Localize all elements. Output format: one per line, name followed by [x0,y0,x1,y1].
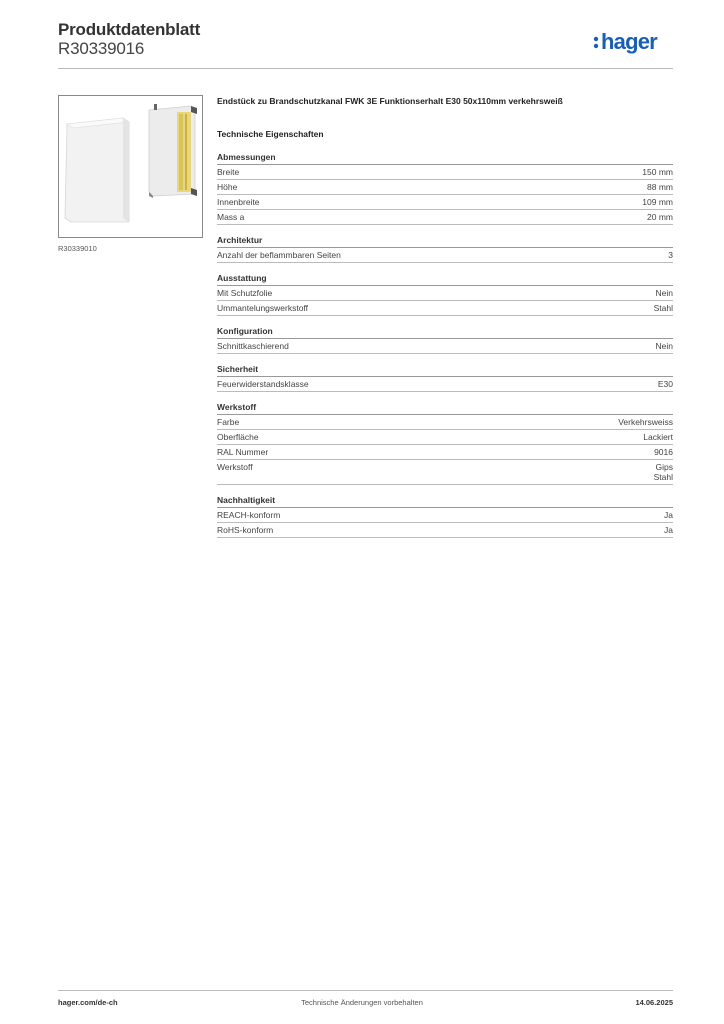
footer-website-link[interactable]: hager.com/de-ch [58,998,118,1007]
spec-label: Anzahl der beflammbaren Seiten [217,250,341,260]
spec-value [654,462,673,482]
spec-row [217,180,673,195]
spec-sections [217,152,673,538]
section-title: Abmessungen [217,152,673,165]
spec-row [217,339,673,354]
spec-value-line: Ja [664,510,673,520]
spec-value-line: 88 mm [647,182,673,192]
spec-label: Mit Schutzfolie [217,288,273,298]
spec-row [217,460,673,485]
section-title: Sicherheit [217,364,673,377]
spec-content [217,96,673,548]
spec-section [217,495,673,538]
footer-disclaimer: Technische Änderungen vorbehalten [301,998,423,1007]
spec-value-line: E30 [657,379,673,389]
spec-label: Höhe [217,182,238,192]
spec-value [654,447,673,457]
spec-value [654,303,673,313]
spec-value-line: 20 mm [647,212,673,222]
spec-section [217,235,673,263]
spec-value [647,212,673,222]
spec-value [656,341,673,351]
spec-value-line: 9016 [654,447,673,457]
spec-value-line: Verkehrsweiss [618,417,673,427]
spec-section [217,152,673,225]
spec-value-line: 3 [668,250,673,260]
spec-row [217,165,673,180]
spec-value-line: Nein [655,341,673,351]
spec-row [217,301,673,316]
spec-row [217,377,673,392]
spec-value-line: Stahl [653,303,673,313]
spec-value [664,510,673,520]
spec-label: Werkstoff [217,462,253,472]
spec-row [217,430,673,445]
spec-label: Schnittkaschierend [217,341,289,351]
spec-value-line: Gips [655,462,673,472]
spec-value [647,182,673,192]
logo-dot-bottom-icon [594,44,598,48]
product-image [58,95,203,238]
spec-value [642,167,673,177]
image-caption: R30339010 [58,244,97,253]
section-title: Architektur [217,235,673,248]
spec-label: REACH-konform [217,510,281,520]
logo-wordmark: hager [601,29,657,54]
header-divider [58,68,673,69]
logo-dot-top-icon [594,37,598,41]
product-code: R30339016 [58,39,145,58]
page-title: Produktdatenblatt [58,20,201,39]
footer-divider [58,990,673,991]
technical-properties-heading: Technische Eigenschaften [217,129,324,139]
spec-value-line: 150 mm [642,167,673,177]
spec-value-line: Ja [664,525,673,535]
spec-section [217,402,673,485]
spec-value [643,432,673,442]
spec-row [217,415,673,430]
spec-label: Breite [217,167,240,177]
footer-date: 14.06.2025 [635,998,673,1007]
product-title: Endstück zu Brandschutzkanal FWK 3E Funktionserhalt E30 50x110mm verkehrsweiß [217,96,563,106]
spec-label: Farbe [217,417,240,427]
spec-row [217,248,673,263]
section-title: Ausstattung [217,273,673,286]
spec-row [217,508,673,523]
spec-label: Mass a [217,212,245,222]
spec-row [217,286,673,301]
spec-label: Feuerwiderstandsklasse [217,379,309,389]
spec-value [668,250,673,260]
spec-value-line: Lackiert [643,432,673,442]
section-title: Konfiguration [217,326,673,339]
section-title: Nachhaltigkeit [217,495,673,508]
spec-row [217,210,673,225]
spec-value [664,525,673,535]
spec-section [217,364,673,392]
spec-value [656,288,673,298]
spec-label: Innenbreite [217,197,260,207]
spec-section [217,273,673,316]
spec-value [642,197,673,207]
spec-value-line: Stahl [653,472,673,482]
spec-value-line: Nein [655,288,673,298]
product-illustration [59,96,202,237]
spec-row [217,523,673,538]
spec-value [658,379,673,389]
spec-value [618,417,673,427]
spec-label: Ummantelungswerkstoff [217,303,309,313]
spec-label: RoHS-konform [217,525,274,535]
spec-row [217,445,673,460]
spec-label: RAL Nummer [217,447,269,457]
hager-logo [593,28,673,56]
section-title: Werkstoff [217,402,673,415]
spec-value-line: 109 mm [642,197,673,207]
spec-row [217,195,673,210]
spec-label: Oberfläche [217,432,259,442]
spec-section [217,326,673,354]
